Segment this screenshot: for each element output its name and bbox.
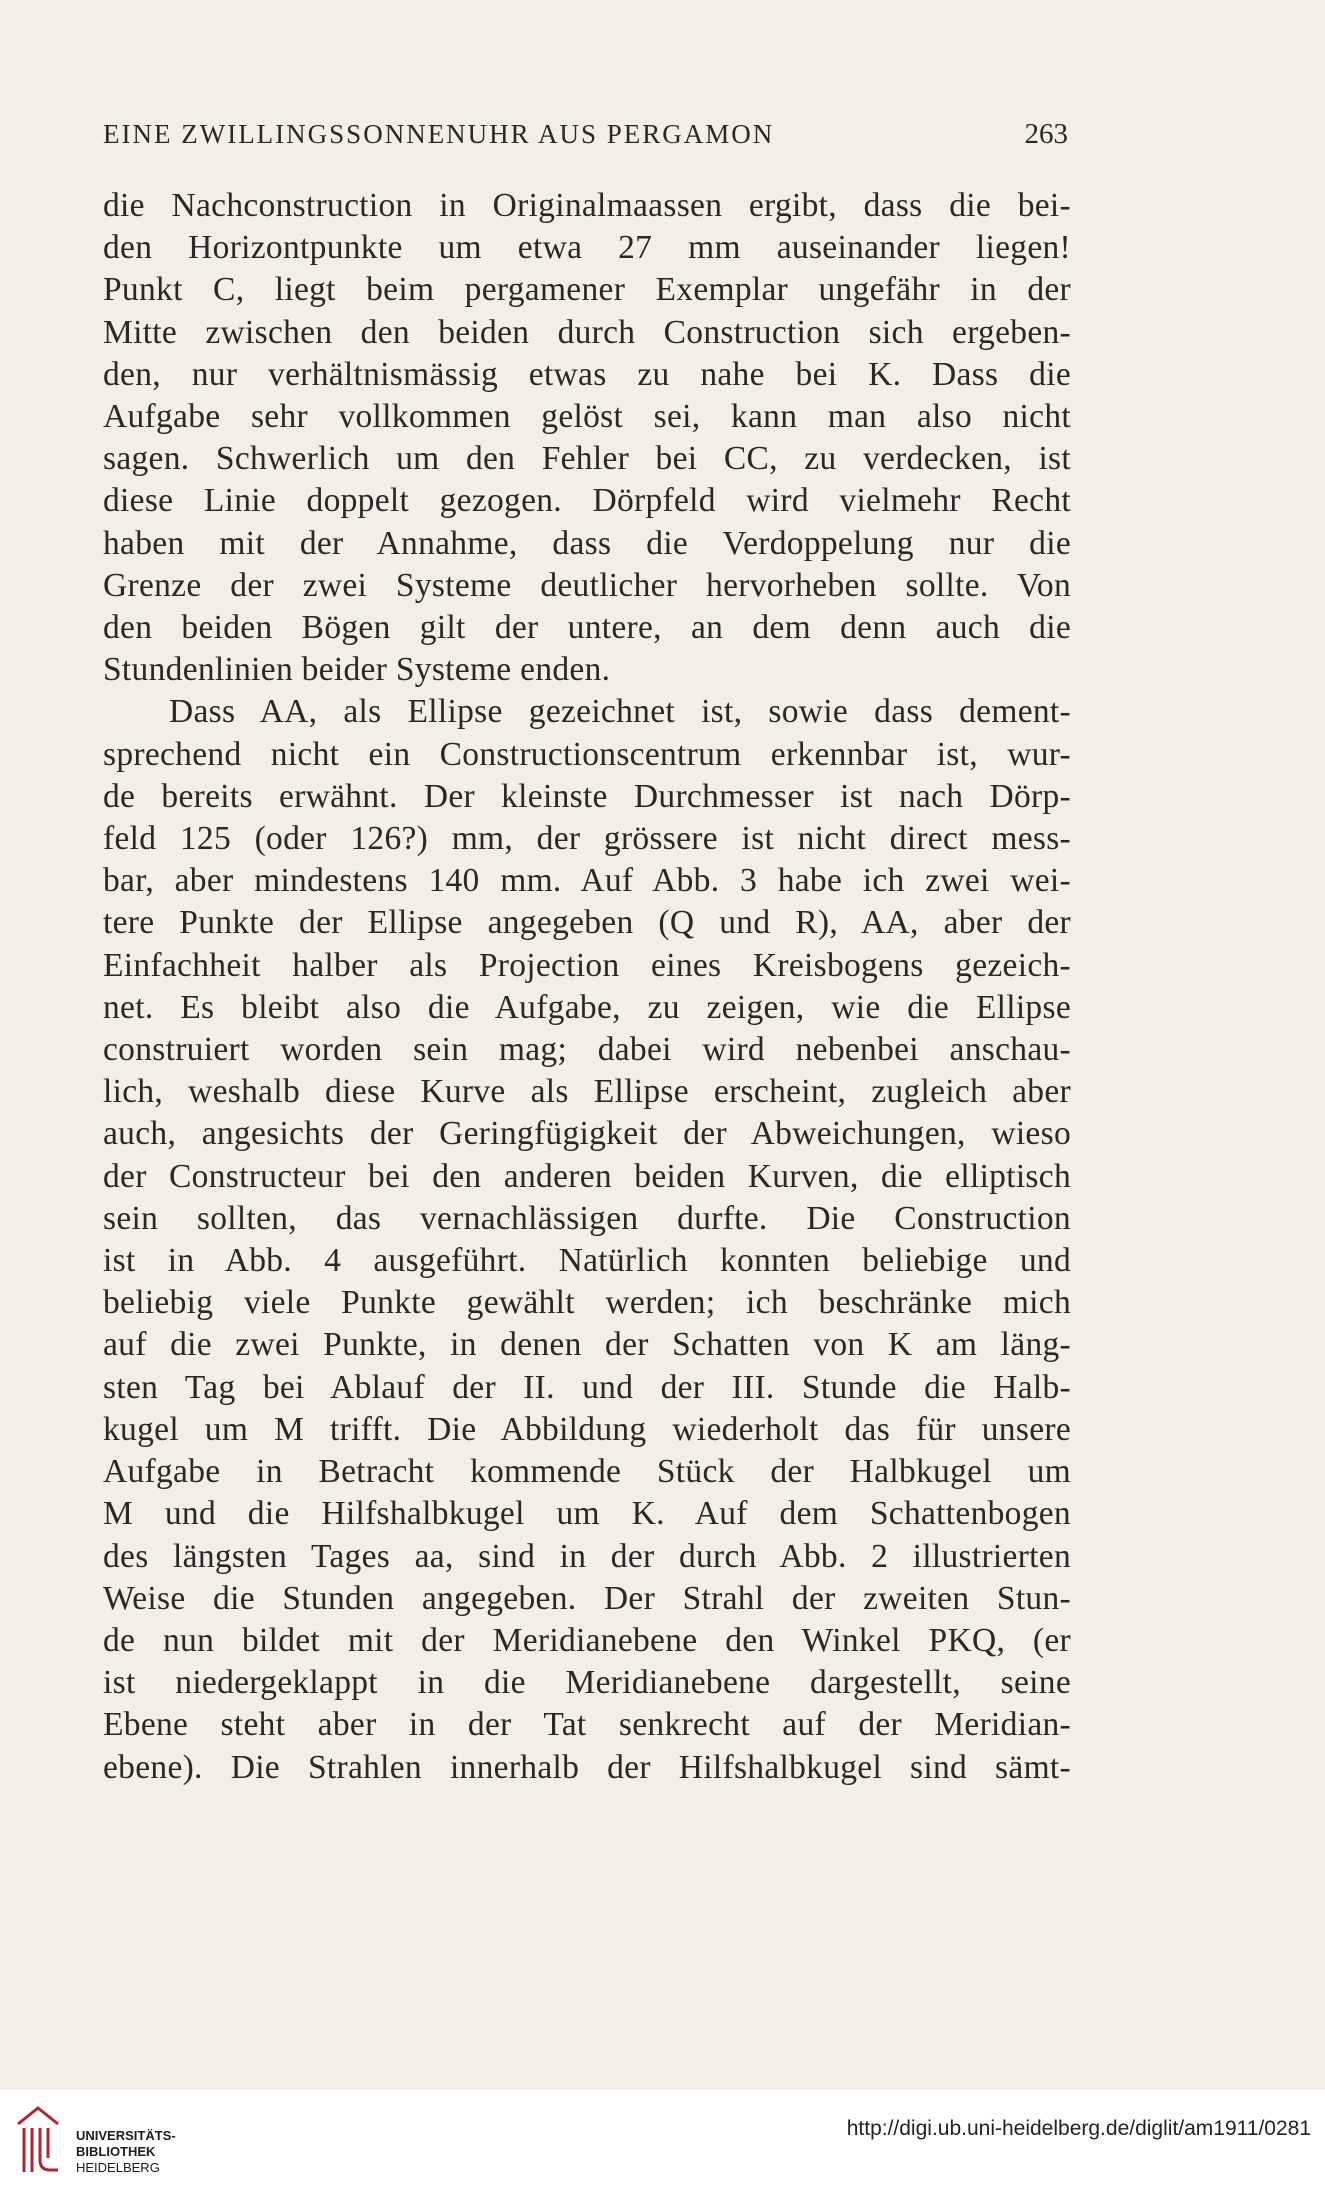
- text-line: de nun bildet mit der Meridianebene den Winkel PKQ, (er: [103, 1621, 1071, 1659]
- text-line: Stundenlinien beider Systeme enden.: [103, 651, 611, 689]
- text-line: tere Punkte der Ellipse angegeben (Q und R), AA, aber der: [103, 904, 1071, 942]
- text-line: auch, angesichts der Geringfügigkeit der Abweichungen, wieso: [103, 1115, 1071, 1153]
- institution-name: [76, 2128, 176, 2176]
- body-text: [103, 185, 1071, 1789]
- text-line: ist in Abb. 4 ausgeführt. Natürlich konnten beliebige und: [103, 1242, 1071, 1280]
- text-line: sagen. Schwerlich um den Fehler bei CC, zu verdecken, ist: [103, 440, 1071, 478]
- text-line: bar, aber mindestens 140 mm. Auf Abb. 3 habe ich zwei wei-: [103, 862, 1071, 900]
- text-line: Mitte zwischen den beiden durch Construction sich ergeben-: [103, 313, 1071, 351]
- running-title: EINE ZWILLINGSSONNENUHR AUS PERGAMON: [103, 119, 775, 149]
- text-line: feld 125 (oder 126?) mm, der grössere ist nicht direct mess-: [103, 820, 1071, 858]
- text-line: die Nachconstruction in Originalmaassen ergibt, dass die bei-: [103, 187, 1071, 224]
- text-line: de bereits erwähnt. Der kleinste Durchmesser ist nach Dörp-: [103, 777, 1071, 815]
- text-line: net. Es bleibt also die Aufgabe, zu zeigen, wie die Ellipse: [103, 988, 1071, 1026]
- ub-heidelberg-logo-icon: [12, 2104, 64, 2176]
- text-line: ist niedergeklappt in die Meridianebene dargestellt, seine: [103, 1664, 1071, 1702]
- page-number: 263: [1024, 118, 1068, 150]
- institution-line: HEIDELBERG: [76, 2160, 160, 2175]
- text-line: kugel um M trifft. Die Abbildung wiederholt das für unsere: [103, 1410, 1071, 1448]
- text-line: lich, weshalb diese Kurve als Ellipse erscheint, zugleich aber: [103, 1073, 1071, 1111]
- text-line: haben mit der Annahme, dass die Verdoppelung nur die: [103, 524, 1071, 562]
- text-line: sein sollten, das vernachlässigen durfte. Die Construction: [103, 1199, 1071, 1237]
- text-line: sten Tag bei Ablauf der II. und der III. Stunde die Halb-: [103, 1368, 1071, 1406]
- text-line: auf die zwei Punkte, in denen der Schatten von K am läng-: [103, 1326, 1071, 1364]
- text-line: Einfachheit halber als Projection eines Kreisbogens gezeich-: [103, 946, 1071, 984]
- text-line: Aufgabe in Betracht kommende Stück der Halbkugel um: [103, 1453, 1071, 1491]
- text-line: der Constructeur bei den anderen beiden Kurven, die elliptisch: [103, 1157, 1071, 1195]
- text-line: Dass AA, als Ellipse gezeichnet ist, sowie dass dement-: [169, 693, 1071, 731]
- text-line: des längsten Tages aa, sind in der durch Abb. 2 illustrierten: [103, 1537, 1071, 1575]
- text-line: Grenze der zwei Systeme deutlicher hervorheben sollte. Von: [103, 566, 1071, 604]
- text-line: Weise die Stunden angegeben. Der Strahl der zweiten Stun-: [103, 1579, 1071, 1617]
- text-line: beliebig viele Punkte gewählt werden; ich beschränke mich: [103, 1284, 1071, 1322]
- text-line: Aufgabe sehr vollkommen gelöst sei, kann man also nicht: [103, 398, 1071, 436]
- text-line: diese Linie doppelt gezogen. Dörpfeld wird vielmehr Recht: [103, 482, 1071, 520]
- institution-line: UNIVERSITÄTS-: [76, 2128, 176, 2143]
- text-line: Punkt C, liegt beim pergamener Exemplar ungefähr in der: [103, 271, 1071, 309]
- text-line: sprechend nicht ein Constructionscentrum erkennbar ist, wur-: [103, 735, 1071, 773]
- text-line: den, nur verhältnismässig etwas zu nahe bei K. Dass die: [103, 355, 1071, 393]
- text-line: den Horizontpunkte um etwa 27 mm auseinander liegen!: [103, 229, 1071, 267]
- running-header: [103, 118, 1068, 151]
- text-line: M und die Hilfshalbkugel um K. Auf dem Schattenbogen: [103, 1495, 1071, 1533]
- text-line: construiert worden sein mag; dabei wird nebenbei anschau-: [103, 1031, 1071, 1069]
- source-url-link[interactable]: http://digi.ub.uni-heidelberg.de/diglit/am1911/0281: [846, 2117, 1311, 2140]
- text-line: Ebene steht aber in der Tat senkrecht auf der Meridian-: [103, 1706, 1071, 1744]
- institution-line: BIBLIOTHEK: [76, 2144, 156, 2159]
- text-line: den beiden Bögen gilt der untere, an dem denn auch die: [103, 609, 1071, 647]
- footer-bar: [0, 2090, 1325, 2195]
- text-line: ebene). Die Strahlen innerhalb der Hilfshalbkugel sind sämt-: [103, 1748, 1071, 1786]
